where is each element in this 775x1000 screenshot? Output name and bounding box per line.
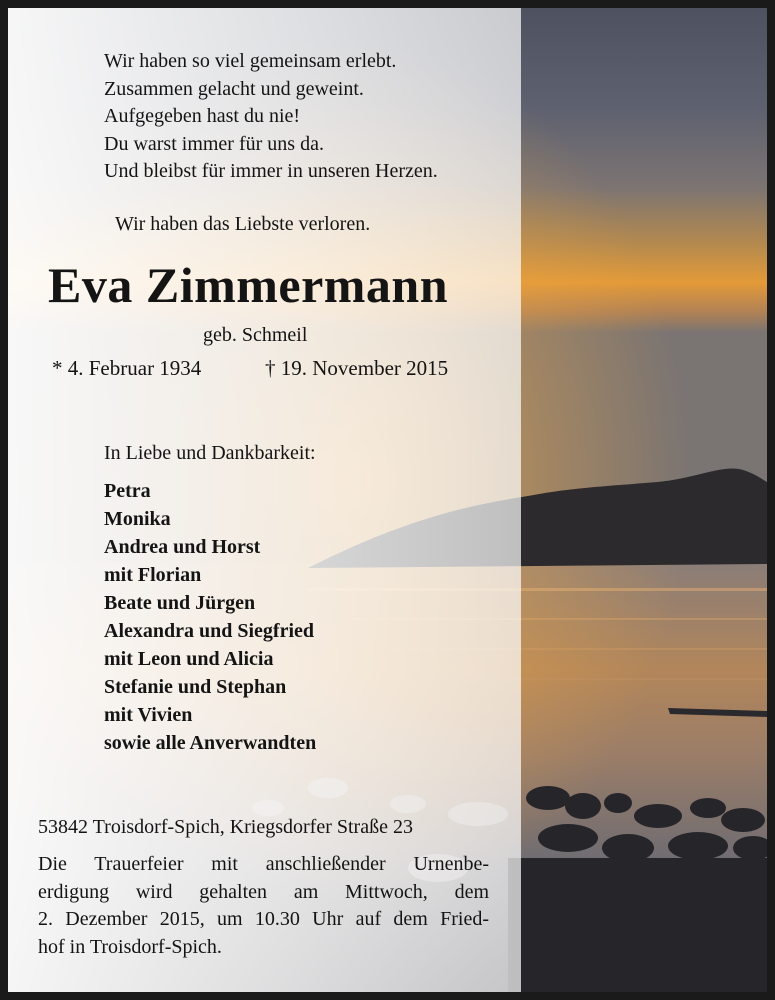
- poem-line: Aufgegeben hast du nie!: [104, 105, 301, 127]
- service-line: erdigung wird gehalten am Mittwoch, dem: [38, 880, 489, 903]
- lost-line: Wir haben das Liebste verloren.: [115, 213, 371, 235]
- mourner: mit Florian: [104, 564, 202, 586]
- mourner: mit Leon und Alicia: [104, 648, 274, 670]
- mourners-list: [104, 477, 316, 757]
- mourner: Stefanie und Stephan: [104, 676, 287, 698]
- mourner: mit Vivien: [104, 704, 193, 726]
- poem: [104, 48, 438, 186]
- death-date: † 19. November 2015: [265, 356, 449, 380]
- mourner: Andrea und Horst: [104, 536, 261, 558]
- address: 53842 Troisdorf-Spich, Kriegsdorfer Straße 23: [38, 816, 413, 838]
- funeral-service-info: [38, 851, 489, 961]
- mourner: Beate und Jürgen: [104, 592, 256, 614]
- service-line: hof in Troisdorf-Spich.: [38, 935, 222, 958]
- mourner: Monika: [104, 508, 171, 530]
- mourner: Alexandra und Siegfried: [104, 620, 315, 642]
- maiden-name: geb. Schmeil: [203, 324, 308, 346]
- deceased-name: Eva Zimmermann: [48, 257, 449, 313]
- birth-date: * 4. Februar 1934: [52, 356, 202, 380]
- service-line: Die Trauerfeier mit anschließender Urnenbe-: [38, 853, 489, 875]
- thanks-line: In Liebe und Dankbarkeit:: [104, 442, 316, 464]
- service-line: 2. Dezember 2015, um 10.30 Uhr auf dem Fried-: [38, 908, 489, 930]
- mourner: Petra: [104, 480, 151, 502]
- poem-line: Du warst immer für uns da.: [104, 132, 324, 155]
- poem-line: Und bleibst für immer in unseren Herzen.: [104, 160, 438, 182]
- mourner: sowie alle Anverwandten: [104, 732, 317, 754]
- poem-line: Wir haben so viel gemeinsam erlebt.: [104, 50, 397, 72]
- poem-line: Zusammen gelacht und geweint.: [104, 77, 364, 100]
